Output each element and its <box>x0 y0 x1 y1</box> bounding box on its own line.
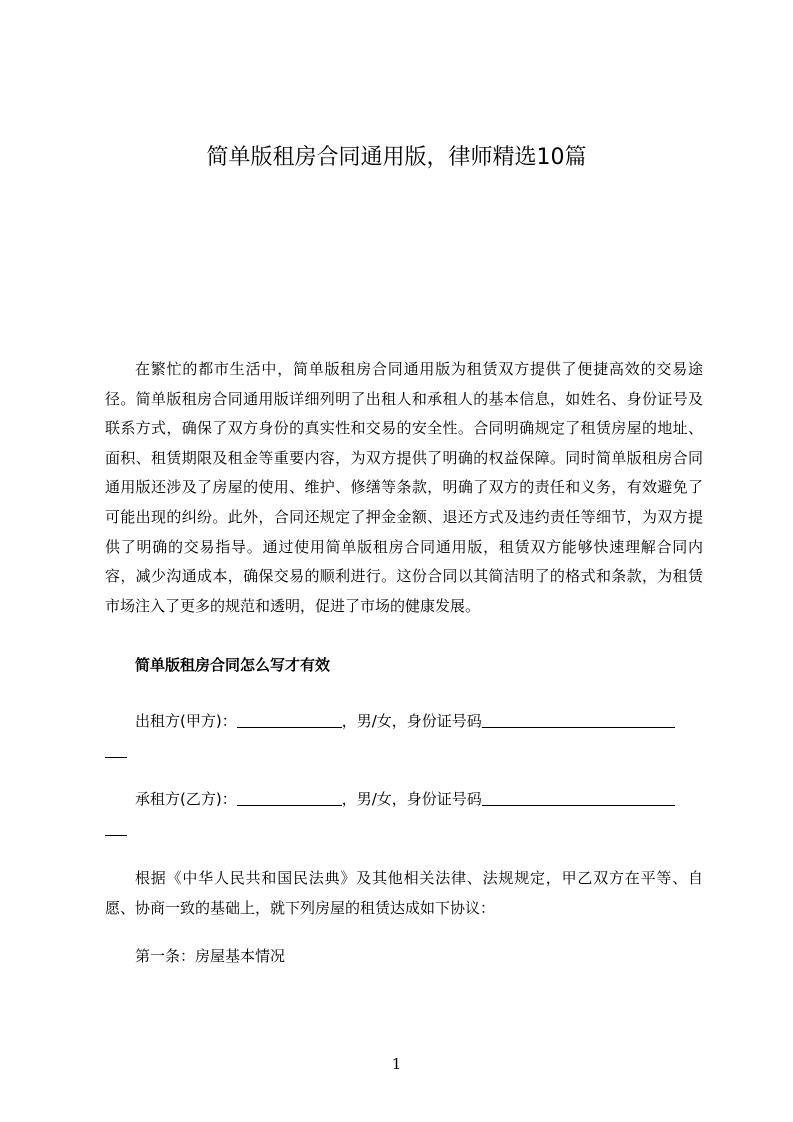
lessee-name-blank <box>237 791 342 806</box>
agreement-paragraph: 根据《中华人民共和国民法典》及其他相关法律、法规规定，甲乙双方在平等、自愿、协商一致的基础上，就下列房屋的租赁达成如下协议： <box>105 869 703 917</box>
lessor-name-blank <box>237 713 342 728</box>
intro-paragraph: 在繁忙的都市生活中，简单版租房合同通用版为租赁双方提供了便捷高效的交易途径。简单版租房合同通用版详细列明了出租人和承租人的基本信息，如姓名、身份证号及联系方式，确保了双方身份的真实性和交易的安全性。合同明确规定了租赁房屋的地址、面积、租赁期限及租金等重要内容，为双方提供了明确的权益保障。同时简单版租房合同通用版还涉及了房屋的使用、维护、修缮等条款，明确了双方的责任和义务，有效避免了可能出现的纠纷。此外，合同还规定了押金金额、退还方式及违约责任等细节，为双方提供了明确的交易指导。通过使用简单版租房合同通用版，租赁双方能够快速理解合同内容，减少沟通成本，确保交易的顺利进行。这份合同以其简洁明了的格式和条款，为租赁市场注入了更多的规范和透明，促进了市场的健康发展。 <box>105 360 703 615</box>
lessee-middle-text: ，男/女，身份证号码 <box>341 790 482 808</box>
lessor-id-blank <box>482 713 675 728</box>
lessor-middle-text: ，男/女，身份证号码 <box>341 712 482 730</box>
section-heading: 简单版租房合同怎么写才有效 <box>135 656 331 674</box>
lessor-line <box>105 707 733 737</box>
lessee-line <box>105 785 733 815</box>
lessee-id-blank <box>482 791 675 806</box>
lessor-line-continued <box>105 737 703 767</box>
document-title: 简单版租房合同通用版，律师精选10篇 <box>206 145 587 170</box>
page-number: 1 <box>391 1055 402 1073</box>
article-1-heading: 第一条：房屋基本情况 <box>135 947 286 965</box>
lessor-label: 出租方(甲方)： <box>135 712 237 730</box>
lessee-line-continued <box>105 815 703 845</box>
lessee-id-blank-tail <box>105 821 127 836</box>
lessor-id-blank-tail <box>105 743 127 758</box>
lessee-label: 承租方(乙方)： <box>135 790 237 808</box>
